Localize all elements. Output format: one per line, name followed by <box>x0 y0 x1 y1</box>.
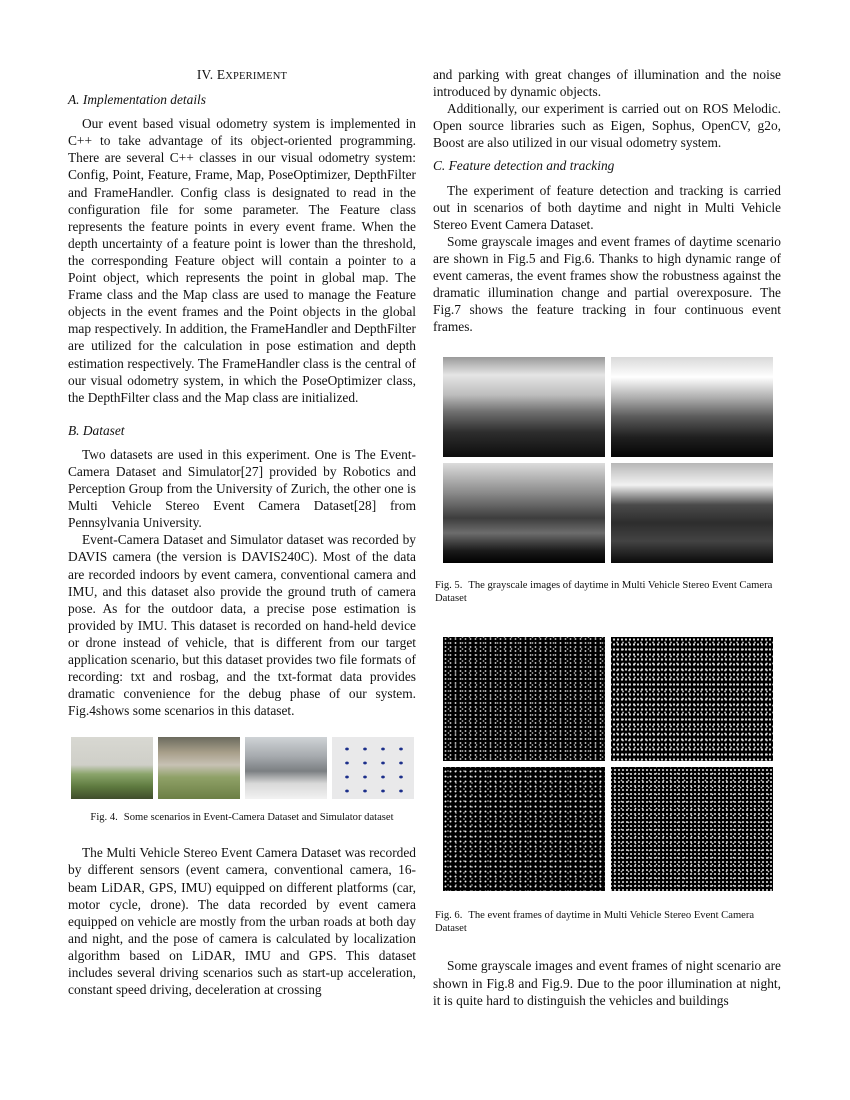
figure-4-caption <box>68 811 416 824</box>
paragraph-dataset-1: Two datasets are used in this experiment. One is The Event-Camera Dataset and Simulator[27] provided by Robotics and Perception Group from the University of Zurich, the other one is Multi Vehicle Stereo Event Camera Dataset[28] from Pennsylvania University. <box>68 446 416 531</box>
figure-4 <box>71 737 414 799</box>
paragraph-feature-3: Some grayscale images and event frames of night scenario are shown in Fig.8 and Fig.9. Due to the poor illumination at night, it is quite hard to distinguish the vehicles and buildings <box>433 958 781 1008</box>
paragraph-dataset-4: and parking with great changes of illumination and the noise introduced by dynamic objects. <box>433 67 781 100</box>
fig5-grayscale-image-1 <box>443 357 605 457</box>
fig5-grayscale-image-3 <box>443 463 605 563</box>
figure-5 <box>443 357 773 563</box>
section-title-rest: XPERIMENT <box>225 71 288 82</box>
fig4-scene-image-2 <box>158 737 240 799</box>
subsection-heading-dataset: B. Dataset <box>68 422 125 438</box>
subsection-heading-feature: C. Feature detection and tracking <box>433 158 615 174</box>
fig4-scene-image-4 <box>332 737 414 799</box>
paragraph-feature-1: The experiment of feature detection and tracking is carried out in scenarios of both daytime and night in Multi Vehicle Stereo Event Camera Dataset. <box>433 182 781 232</box>
fig5-grayscale-image-4 <box>611 463 773 563</box>
paragraph-dataset-2: Event-Camera Dataset and Simulator dataset was recorded by DAVIS camera (the version is DAVIS240C). Most of the data are recorded indoors by event camera, conventional camera and IMU, and this dataset also provide the ground truth of camera pose. As for the outdoor data, a precise pose estimation is provided by IMU. This dataset is recorded on hand-held device or drone instead of vehicle, that is different from our target application scenario, but this dataset provides two file formats of recording: txt and rosbag, and the txt-format data provides dramatic convenience for the debug phase of our system. Fig.4shows some scenarios in this dataset. <box>68 532 416 719</box>
figure-4-caption-text: Some scenarios in Event-Camera Dataset and Simulator dataset <box>123 812 394 824</box>
figure-5-caption <box>435 579 781 605</box>
left-column <box>68 66 416 998</box>
fig6-event-frame-1 <box>443 637 605 761</box>
figure-6-caption-text: The event frames of daytime in Multi Vehicle Stereo Event Camera Dataset <box>435 910 755 935</box>
section-title <box>68 66 416 85</box>
section-number: IV. <box>196 67 214 82</box>
fig6-event-frame-2 <box>611 637 773 761</box>
fig4-scene-image-1 <box>71 737 153 799</box>
figure-5-label: Fig. 5. <box>435 580 463 592</box>
fig6-event-frame-3 <box>443 767 605 891</box>
section-title-initial: E <box>216 67 226 82</box>
fig6-event-frame-4 <box>611 767 773 891</box>
paragraph-dataset-5: Additionally, our experiment is carried out on ROS Melodic. Open source libraries such as Eigen, Sophus, OpenCV, g2o, Boost are also utilized in our visual odometry system. <box>433 101 781 151</box>
figure-5-caption-text: The grayscale images of daytime in Multi Vehicle Stereo Event Camera Dataset <box>435 580 773 605</box>
paragraph-feature-2: Some grayscale images and event frames of daytime scenario are shown in Fig.5 and Fig.6. Thanks to high dynamic range of event cameras, the event frames show the robustness against the dramatic illumination change and partial overexposure. The Fig.7 shows the feature tracking in four continuous event frames. <box>433 233 781 335</box>
figure-6-label: Fig. 6. <box>435 910 463 922</box>
figure-6-caption <box>435 909 781 935</box>
paragraph-implementation: Our event based visual odometry system is implemented in C++ to take advantage of its object-oriented programming. There are several C++ classes in our visual odometry system: Config, Point, Feature, Frame, Map, PoseOptimizer, DepthFilter and FrameHandler. Config class is designated to read in the configuration file for some parameter. The Feature class represents the feature points in every event frame. When the depth uncertainty of a feature point is lower than the threshold, the corresponding Feature object will contain a pointer to a Point object, which represents the point in global map. The Frame class and the Map class are used to manage the Feature objects in the event frames and the Point objects in the global map respectively. In addition, the FrameHandler and DepthFilter are utilized for the calculation in pose estimation and depth estimation respectively. The FrameHandler class is the central of our visual odometry system, in which the PoseOptimizer class, the DepthFilter class and the Map class are initialized. <box>68 116 416 405</box>
fig5-grayscale-image-2 <box>611 357 773 457</box>
right-column <box>433 66 781 1009</box>
figure-6 <box>443 637 773 891</box>
figure-4-label: Fig. 4. <box>90 812 118 824</box>
paragraph-dataset-3: The Multi Vehicle Stereo Event Camera Dataset was recorded by different sensors (event camera, conventional camera, 16-beam LiDAR, GPS, IMU) equipped on different platforms (car, motor cycle, drone). The data recorded by event camera equipped on vehicle are mostly from the urban roads at both day and night, and the pose of camera is calculated by localization algorithm based on LiDAR, IMU and GPS. This dataset includes several driving scenarios such as start-up acceleration, constant speed driving, deceleration at crossing <box>68 845 416 998</box>
subsection-heading-implementation: A. Implementation details <box>68 92 206 108</box>
fig4-scene-image-3 <box>245 737 327 799</box>
